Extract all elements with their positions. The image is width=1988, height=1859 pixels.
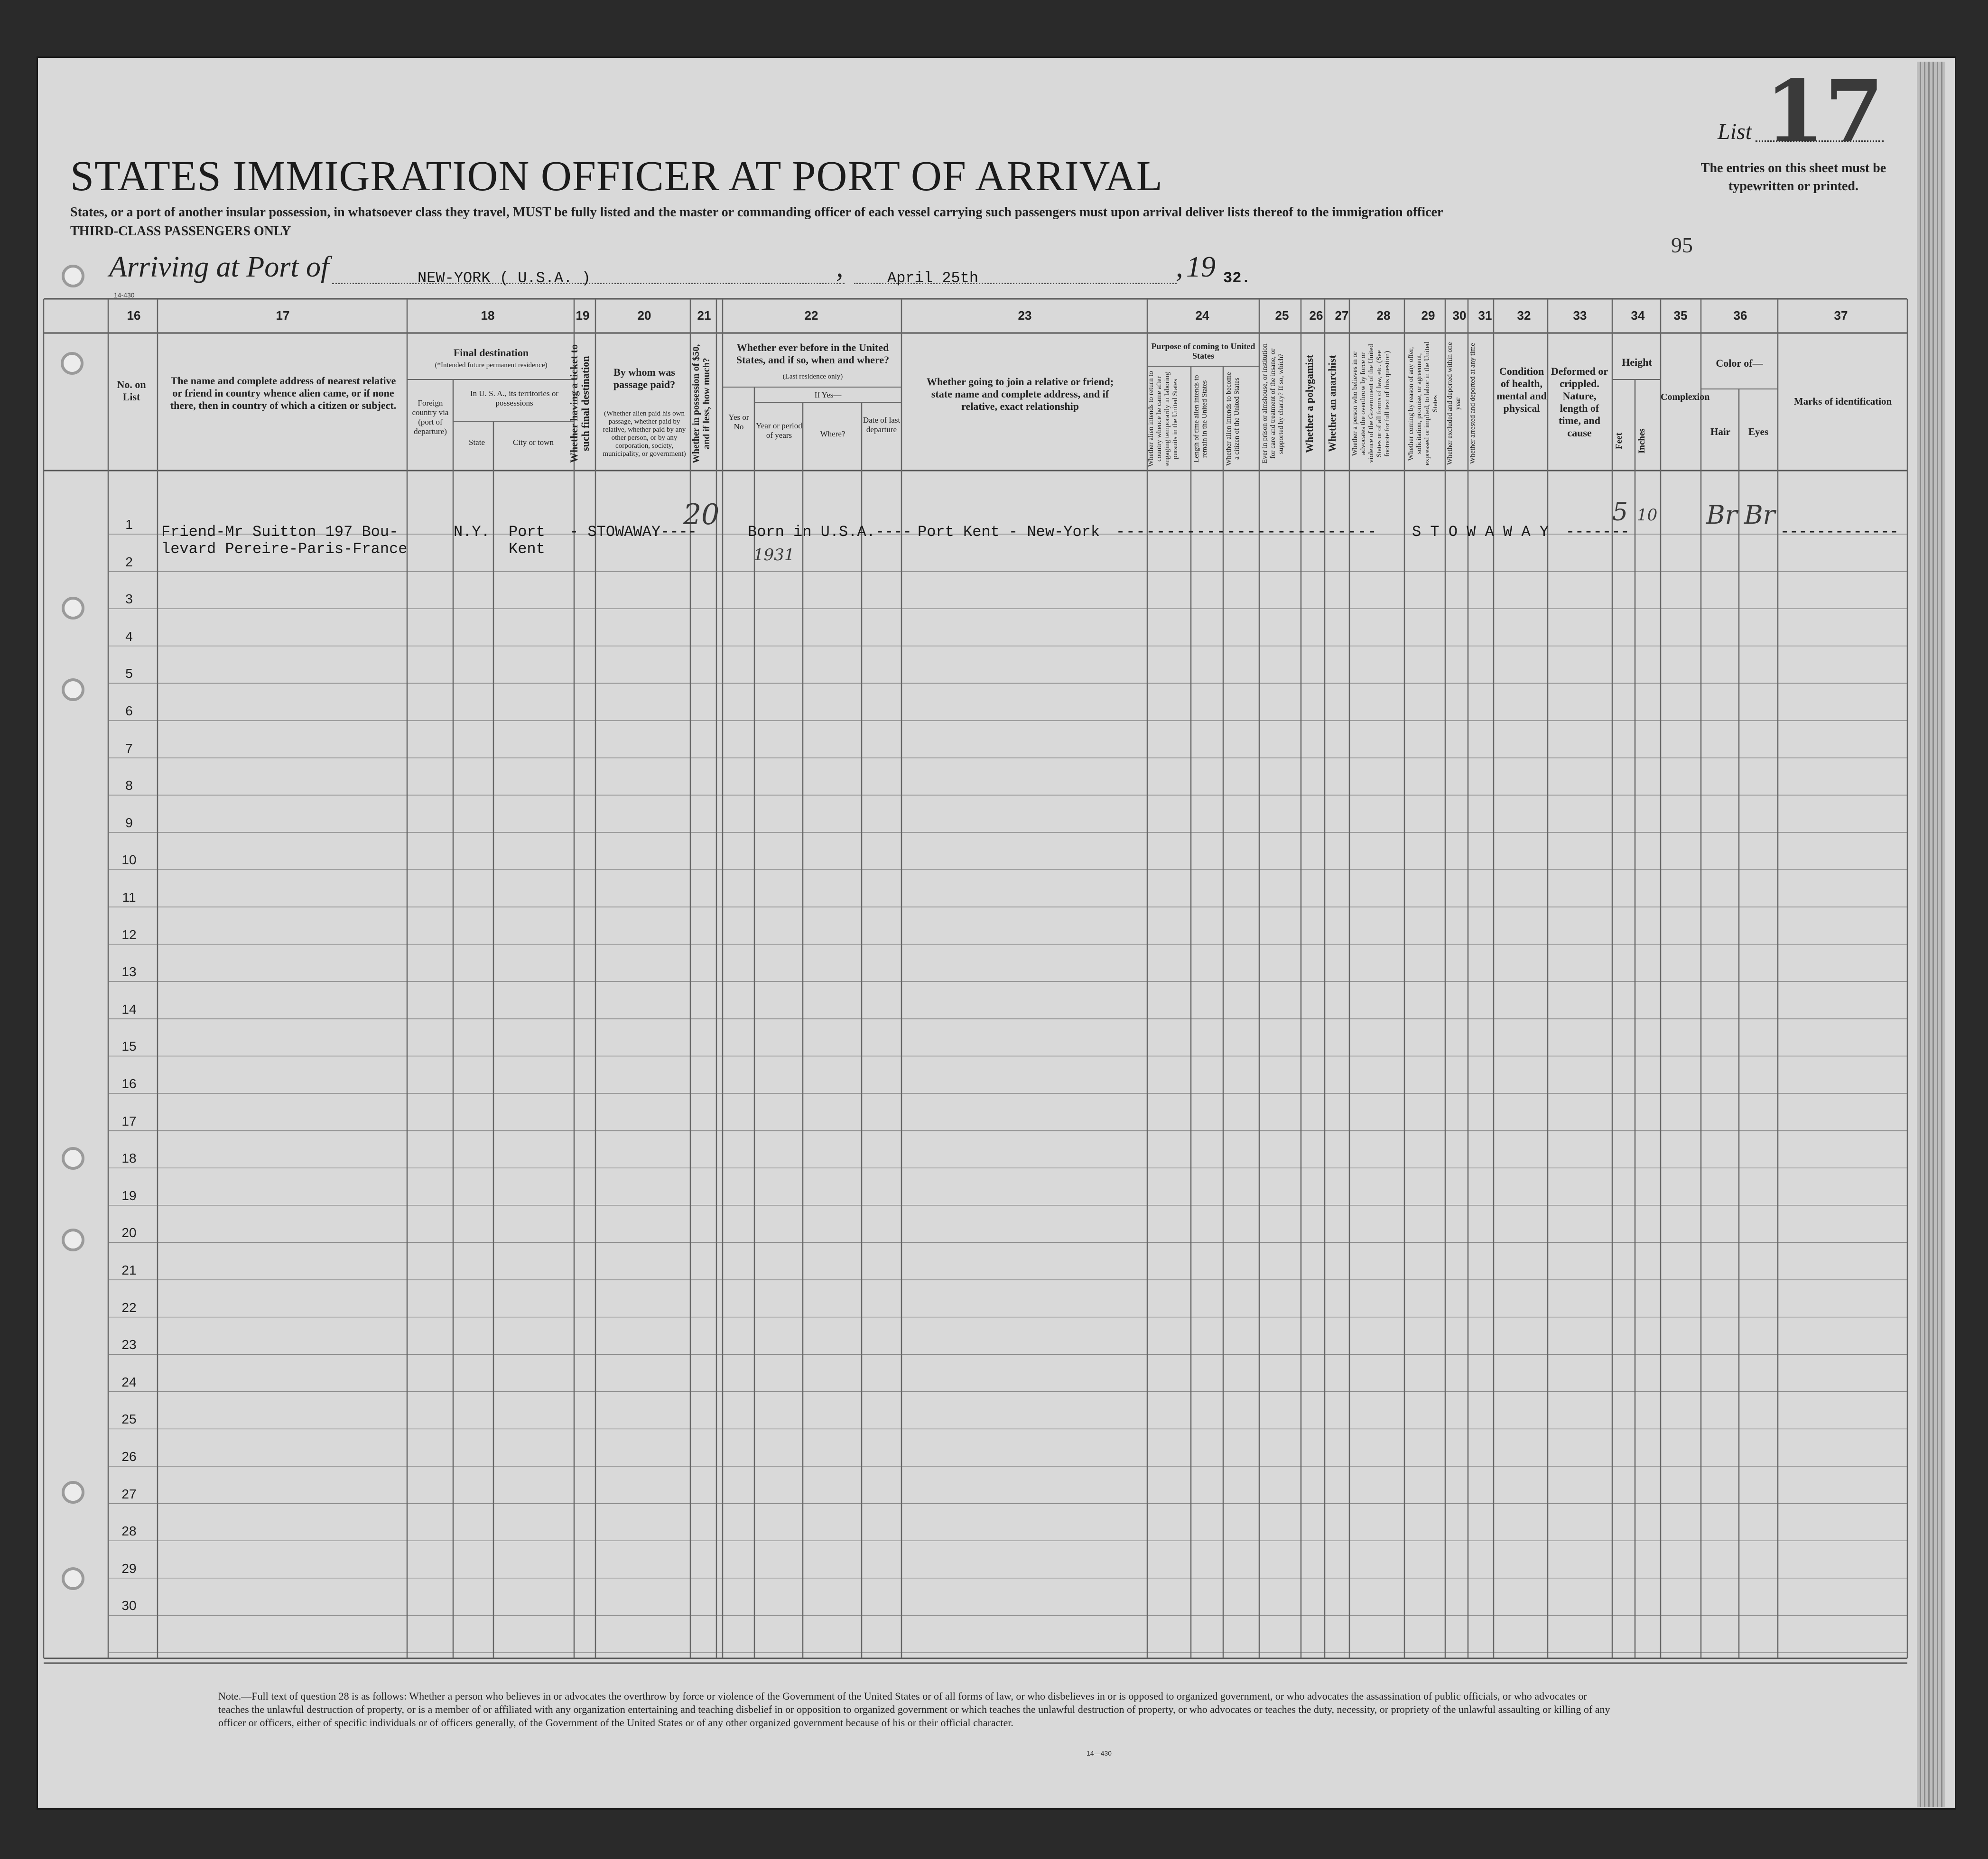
header-no-on-list: No. on List bbox=[117, 379, 146, 403]
footnote-question-28: Note.—Full text of question 28 is as follows: Whether a person who believes in or advocates the overthrow by force or violence of the Government of the United States or of all forms of law, or who disbelieves in or is opposed to organized government, or who advocates the assassination of public officials, or who advocates or teaches the unlawful destruction of property, or is a member of or affiliated with any organization entertaining and teaching disbelief in or opposition to organized government or which teaches the unlawful destruction of property, or who advocates or teaches the duty, necessity, or propriety of the unlawful assaulting or killing of any officer or officers, either of specific individuals or of officers generally, of the Government of the United States or of any other organized government because of his or their official character. bbox=[218, 1690, 1610, 1729]
header-final-destination: Final destination bbox=[453, 347, 529, 359]
header-passage-paid-note: (Whether alien paid his own passage, whether paid by relative, whether paid by any other person, or by any corporation, society, municipality, or government) bbox=[603, 410, 686, 458]
header-date-last-departure: Date of last departure bbox=[863, 416, 901, 434]
header-in-usa: In U. S. A., its territories or possessions bbox=[470, 389, 559, 407]
header-anarchist: Whether an anarchist bbox=[1326, 355, 1338, 453]
punch-hole bbox=[61, 352, 84, 375]
row-number: 28 bbox=[121, 1524, 137, 1539]
row-number: 13 bbox=[121, 964, 137, 980]
row-number: 26 bbox=[121, 1449, 137, 1464]
header-color-of: Color of— bbox=[1716, 357, 1763, 369]
col-26-number: 26 bbox=[1309, 308, 1323, 323]
header-if-yes: If Yes— bbox=[814, 390, 842, 399]
col-31-number: 31 bbox=[1478, 308, 1492, 323]
list-label: List bbox=[1718, 119, 1752, 144]
arriving-label: Arriving at Port of bbox=[109, 251, 329, 283]
col-19-number: 19 bbox=[576, 308, 590, 323]
row-number: 19 bbox=[121, 1188, 137, 1203]
row-number: 29 bbox=[121, 1561, 137, 1576]
header-yes-no: Yes or No bbox=[728, 413, 749, 431]
col-18-number: 18 bbox=[481, 308, 495, 323]
punch-hole bbox=[62, 265, 84, 287]
entry-join: Port Kent - New-York bbox=[918, 523, 1100, 541]
header-purpose-return: Whether alien intends to return to country whence he came after engaging temporarily in laboring pursuits in the United States bbox=[1147, 370, 1179, 467]
col-36-number: 36 bbox=[1733, 308, 1747, 323]
col-28-number: 28 bbox=[1376, 308, 1391, 323]
header-purpose-length: Length of time alien intends to remain in the United States bbox=[1193, 375, 1208, 463]
hand-eyes: Br bbox=[1744, 500, 1775, 530]
header-q28: Whether a person who believes in or advocates the overthrow by force or violence of the Government of the United States or of all forms of law, etc. (See footnote for full text of this question) bbox=[1351, 344, 1391, 463]
punch-hole bbox=[62, 1147, 84, 1170]
year-prefix: 19 bbox=[1186, 251, 1216, 283]
entry-city-line-2: Kent bbox=[509, 540, 545, 558]
header-foreign-country: Foreign country via (port of departure) bbox=[412, 398, 449, 436]
hand-feet: 5 bbox=[1612, 498, 1628, 527]
row-number: 20 bbox=[121, 1225, 137, 1240]
header-polygamist: Whether a polygamist bbox=[1303, 354, 1315, 453]
row-number: 25 bbox=[121, 1412, 137, 1427]
header-purpose: Purpose of coming to United States bbox=[1151, 342, 1255, 361]
year-suffix: 32. bbox=[1223, 269, 1251, 287]
col-37-number: 37 bbox=[1834, 308, 1848, 323]
col-25-number: 25 bbox=[1275, 308, 1289, 323]
row-number: 6 bbox=[125, 703, 133, 718]
form-title: STATES IMMIGRATION OFFICER AT PORT OF ARRIVAL bbox=[70, 153, 1163, 200]
header-marks: Marks of identification bbox=[1793, 396, 1892, 407]
col-33-number: 33 bbox=[1573, 308, 1587, 323]
header-ever-before: Whether ever before in the United States, and if so, when and where? bbox=[736, 342, 890, 366]
list-number: 17 bbox=[1765, 62, 1884, 162]
row-number: 1 bbox=[125, 517, 133, 532]
col-16-number: 16 bbox=[127, 308, 141, 323]
row-number: 27 bbox=[121, 1486, 137, 1501]
punch-hole bbox=[62, 1481, 84, 1504]
header-final-destination-note: (*Intended future permanent residence) bbox=[435, 361, 548, 369]
header-possession-50: Whether in possession of $50, and if less, how much? bbox=[691, 344, 712, 463]
row-number: 12 bbox=[121, 927, 137, 942]
entry-relative-line-2: levard Pereire-Paris-France bbox=[161, 540, 408, 558]
header-state: State bbox=[469, 438, 485, 447]
col-23-number: 23 bbox=[1018, 308, 1032, 323]
comma-separator-2: , bbox=[1176, 251, 1183, 283]
header-nearest-relative: The name and complete address of nearest relative or friend in country whence alien came, or if none there, then in country of which a citizen or subject. bbox=[170, 375, 397, 411]
header-q30: Whether excluded and deported within one year bbox=[1446, 342, 1462, 465]
header-height: Height bbox=[1622, 356, 1652, 368]
row-number: 10 bbox=[121, 852, 137, 868]
hand-year: 1931 bbox=[753, 546, 795, 564]
entry-city-line-1: Port bbox=[509, 523, 545, 541]
entry-dash-fill-2: ------- bbox=[1566, 523, 1630, 541]
form-number-bottom: 14—430 bbox=[1087, 1749, 1112, 1757]
page-stack-edge bbox=[1917, 62, 1945, 1807]
entry-stowaway: S T O W A W A Y bbox=[1412, 523, 1549, 541]
row-number: 4 bbox=[125, 629, 133, 644]
row-number: 9 bbox=[125, 815, 133, 830]
row-number: 23 bbox=[121, 1337, 137, 1352]
form-subtitle bbox=[70, 203, 1443, 241]
subtitle-line-1: States, or a port of another insular possession, in whatsoever class they travel, MUST be fully listed and the master or commanding officer of each vessel carrying such passengers must upon arrival deliver lists thereof to the immigration officer bbox=[70, 205, 1443, 220]
col-30-number: 30 bbox=[1452, 308, 1467, 323]
row-number: 16 bbox=[121, 1076, 137, 1091]
header-year-period: Year or period of years bbox=[756, 421, 802, 440]
header-complexion: Complexion bbox=[1661, 392, 1710, 402]
col-24-number: 24 bbox=[1195, 308, 1209, 323]
list-dotted-line bbox=[1756, 140, 1884, 142]
header-eyes: Eyes bbox=[1748, 426, 1768, 437]
col-29-number: 29 bbox=[1421, 308, 1435, 323]
hand-inches: 10 bbox=[1637, 506, 1658, 525]
sheet-extra-number: 95 bbox=[1671, 233, 1693, 257]
row-number: 30 bbox=[121, 1598, 137, 1613]
punch-hole bbox=[62, 597, 84, 620]
entry-dash-fill-1: -------------------------- bbox=[1116, 523, 1378, 541]
row-number: 18 bbox=[121, 1151, 137, 1166]
subtitle-line-2: THIRD-CLASS PASSENGERS ONLY bbox=[70, 224, 291, 239]
header-hair: Hair bbox=[1710, 426, 1730, 437]
header-passage-paid: By whom was passage paid? bbox=[613, 366, 676, 390]
header-q31: Whether arrested and deported at any time bbox=[1469, 343, 1477, 464]
entry-ever-before: Born in U.S.A.---- bbox=[748, 523, 912, 541]
row-number: 11 bbox=[122, 890, 136, 905]
entry-state: N.Y. bbox=[454, 523, 490, 541]
row-number: 15 bbox=[121, 1039, 137, 1054]
punch-hole bbox=[62, 1229, 84, 1251]
header-deformed: Deformed or crippled. Nature, length of time, and cause bbox=[1551, 365, 1608, 439]
header-join-relative: Whether going to join a relative or friend; state name and complete address, and if relative, exact relationship bbox=[926, 376, 1114, 412]
row-number: 22 bbox=[121, 1300, 137, 1315]
port-value: NEW-YORK ( U.S.A. ) bbox=[418, 269, 591, 287]
col-32-number: 32 bbox=[1517, 308, 1531, 323]
col-22-number: 22 bbox=[804, 308, 818, 323]
header-q29: Whether coming by reason of any offer, solicitation, promise, or agreement, expressed or implied, to labor in the United States bbox=[1407, 342, 1439, 466]
header-prison: Ever in prison or almshouse, or institution for care and treatment of the insane, or supported by charity? If so, which? bbox=[1261, 343, 1285, 464]
col-34-number: 34 bbox=[1631, 308, 1645, 323]
row-number: 8 bbox=[125, 778, 133, 793]
row-number: 14 bbox=[121, 1001, 137, 1017]
entry-dash-fill-3: ------------- bbox=[1780, 523, 1899, 541]
col-21-number: 21 bbox=[697, 308, 711, 323]
row-number: 7 bbox=[125, 740, 133, 756]
row-number: 5 bbox=[125, 666, 133, 681]
header-inches: Inches bbox=[1637, 428, 1647, 454]
col-20-number: 20 bbox=[637, 308, 651, 323]
row-number: 17 bbox=[121, 1113, 137, 1128]
entry-passage: - STOWAWAY---- bbox=[569, 523, 697, 541]
header-feet: Feet bbox=[1614, 433, 1624, 450]
row-number: 24 bbox=[121, 1374, 137, 1389]
header-city: City or town bbox=[513, 438, 554, 447]
comma-separator: , bbox=[836, 251, 844, 283]
header-ever-before-note: (Last residence only) bbox=[782, 373, 843, 380]
hand-hair: Br bbox=[1706, 500, 1737, 530]
date-value: April 25th bbox=[887, 269, 979, 287]
form-number-top: 14-430 bbox=[114, 291, 135, 299]
entry-relative-line-1: Friend-Mr Suitton 197 Bou- bbox=[161, 523, 399, 541]
row-number: 21 bbox=[121, 1263, 137, 1277]
header-ticket: Whether having a ticket to such final destination bbox=[568, 344, 591, 463]
header-purpose-citizen: Whether alien intends to become a citizen of the United States bbox=[1225, 372, 1241, 466]
col-27-number: 27 bbox=[1335, 308, 1349, 323]
row-number: 2 bbox=[125, 554, 133, 569]
header-where: Where? bbox=[820, 429, 845, 438]
col-17-number: 17 bbox=[276, 308, 290, 323]
punch-hole bbox=[62, 1567, 84, 1590]
col-35-number: 35 bbox=[1673, 308, 1688, 323]
row-number: 3 bbox=[125, 592, 133, 607]
header-health: Condition of health, mental and physical bbox=[1496, 365, 1547, 414]
punch-hole bbox=[62, 678, 84, 701]
typewritten-instruction: The entries on this sheet must be typewritten or printed. bbox=[1700, 161, 1886, 194]
hand-money: 20 bbox=[683, 498, 720, 531]
